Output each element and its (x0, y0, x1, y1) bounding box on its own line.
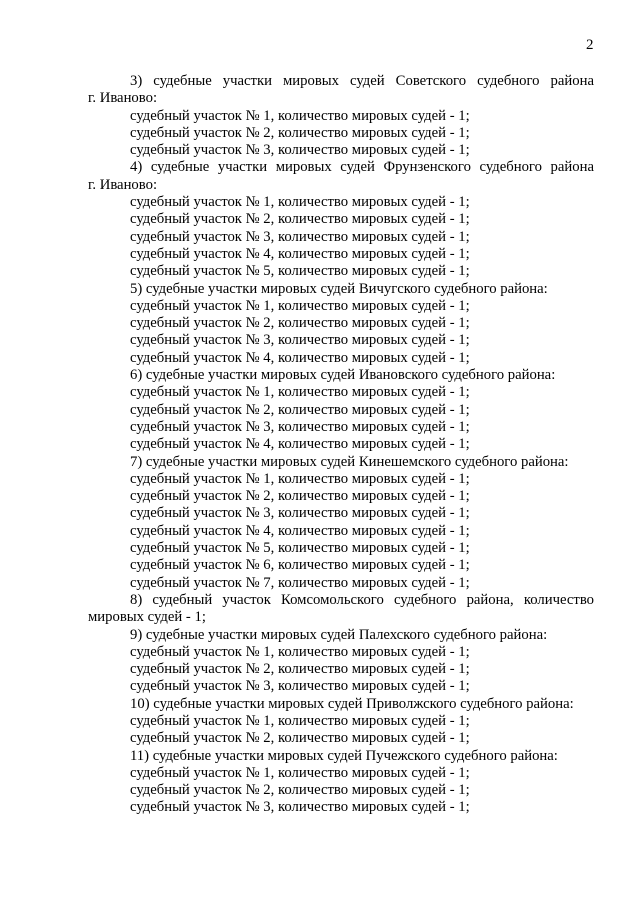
list-item: 9) судебные участки мировых судей Палехского судебного района: (130, 626, 548, 643)
list-item: судебный участок № 1, количество мировых судей - 1; (130, 764, 470, 781)
document-body (88, 73, 594, 817)
list-item: судебный участок № 2, количество мировых судей - 1; (130, 124, 470, 141)
list-item: судебный участок № 4, количество мировых судей - 1; (130, 522, 470, 539)
list-item: судебный участок № 7, количество мировых судей - 1; (130, 574, 470, 591)
list-item: 5) судебные участки мировых судей Вичугского судебного района: (130, 280, 548, 297)
list-item: 7) судебные участки мировых судей Кинешемского судебного района: (130, 453, 569, 470)
paragraph-line: 3) судебные участки мировых судей Советского судебного района (130, 73, 594, 89)
list-item: судебный участок № 4, количество мировых судей - 1; (130, 349, 470, 366)
list-item: судебный участок № 1, количество мировых судей - 1; (130, 470, 470, 487)
list-item: судебный участок № 2, количество мировых судей - 1; (130, 782, 470, 799)
paragraph-line: 4) судебные участки мировых судей Фрунзенского судебного района (130, 159, 594, 176)
list-item: судебный участок № 3, количество мировых судей - 1; (130, 418, 470, 435)
paragraph-line: г. Иваново: (88, 176, 158, 193)
list-item: судебный участок № 2, количество мировых судей - 1; (130, 661, 470, 678)
list-item: судебный участок № 3, количество мировых судей - 1; (130, 332, 470, 349)
list-item: судебный участок № 2, количество мировых судей - 1; (130, 211, 470, 228)
list-item: судебный участок № 3, количество мировых судей - 1; (130, 228, 470, 245)
list-item: судебный участок № 6, количество мировых судей - 1; (130, 557, 470, 574)
list-item: судебный участок № 3, количество мировых судей - 1; (130, 505, 470, 522)
list-item: судебный участок № 4, количество мировых судей - 1; (130, 436, 470, 453)
list-item: судебный участок № 3, количество мировых судей - 1; (130, 799, 470, 816)
paragraph-line: г. Иваново: (88, 90, 158, 107)
list-item: 11) судебные участки мировых судей Пучежского судебного района: (130, 747, 558, 764)
list-item: судебный участок № 2, количество мировых судей - 1; (130, 730, 470, 747)
list-item: судебный участок № 2, количество мировых судей - 1; (130, 488, 470, 505)
list-item: судебный участок № 3, количество мировых судей - 1; (130, 678, 470, 695)
paragraph-line: мировых судей - 1; (88, 609, 206, 626)
list-item: судебный участок № 3, количество мировых судей - 1; (130, 142, 470, 159)
list-item: судебный участок № 5, количество мировых судей - 1; (130, 263, 470, 280)
paragraph-line: 8) судебный участок Комсомольского судебного района, количество (130, 591, 594, 608)
list-item: судебный участок № 2, количество мировых судей - 1; (130, 401, 470, 418)
list-item: судебный участок № 1, количество мировых судей - 1; (130, 107, 470, 124)
list-item: 10) судебные участки мировых судей Приволжского судебного района: (130, 695, 574, 712)
list-item: судебный участок № 1, количество мировых судей - 1; (130, 643, 470, 660)
list-item: судебный участок № 5, количество мировых судей - 1; (130, 540, 470, 557)
list-item: судебный участок № 1, количество мировых судей - 1; (130, 297, 470, 314)
list-item: судебный участок № 1, количество мировых судей - 1; (130, 194, 470, 211)
list-item: судебный участок № 2, количество мировых судей - 1; (130, 315, 470, 332)
list-item: судебный участок № 1, количество мировых судей - 1; (130, 712, 470, 729)
list-item: судебный участок № 4, количество мировых судей - 1; (130, 245, 470, 262)
list-item: судебный участок № 1, количество мировых судей - 1; (130, 384, 470, 401)
list-item: 6) судебные участки мировых судей Ивановского судебного района: (130, 367, 556, 384)
page-number: 2 (586, 37, 594, 53)
